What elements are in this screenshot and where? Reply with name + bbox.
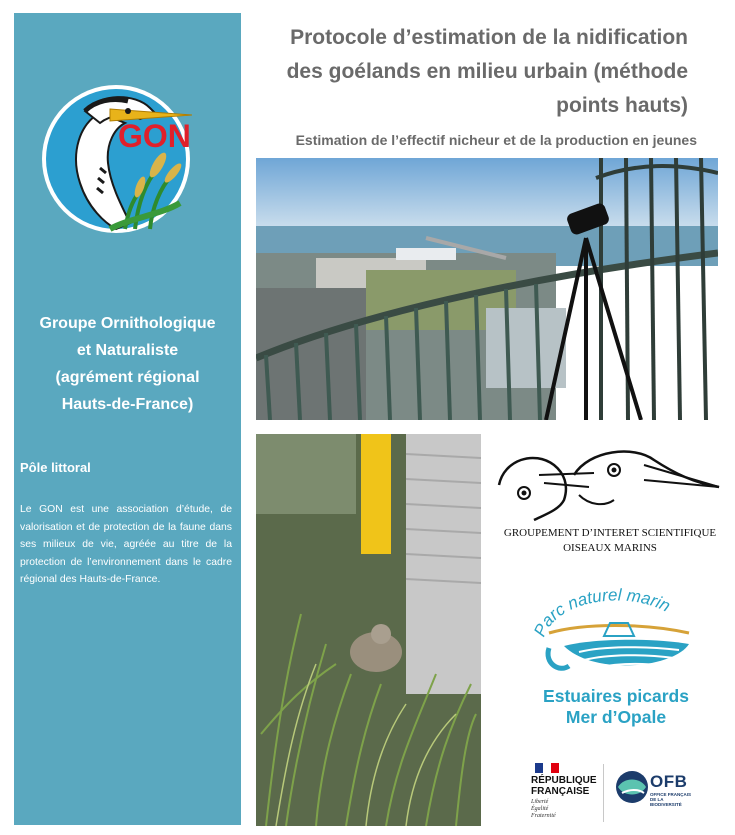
org-line: et Naturaliste xyxy=(76,342,179,359)
title-line: des goélands en milieu urbain (méthode xyxy=(286,60,688,83)
sidebar xyxy=(14,13,241,825)
rf-line: FRANÇAISE xyxy=(531,786,590,797)
parc-naturel-marin-logo xyxy=(524,578,709,678)
document-subtitle: Estimation de l’effectif nicheur et de la production en jeunes xyxy=(295,132,697,148)
pnm-name xyxy=(516,686,716,728)
org-line: Groupe Ornithologique xyxy=(39,315,216,332)
motto-line: Fraternité xyxy=(531,813,556,819)
title-line: Protocole d’estimation de la nidification xyxy=(290,26,688,49)
pole-title: Pôle littoral xyxy=(20,460,91,475)
pnm-line: Mer d’Opale xyxy=(565,707,667,727)
rf-line: RÉPUBLIQUE xyxy=(531,775,597,786)
rf-motto xyxy=(531,799,556,820)
gon-heron-logo xyxy=(40,83,192,235)
ofb-name: OFB xyxy=(650,772,688,791)
harbor-telescope-photo xyxy=(256,158,718,420)
gis-line: OISEAUX MARINS xyxy=(563,542,657,554)
motto-line: Liberté xyxy=(531,799,549,805)
motto-line: Égalité xyxy=(531,806,549,812)
gon-logo-text: GON xyxy=(118,118,191,154)
gis-name xyxy=(494,526,726,556)
logo-divider xyxy=(603,764,604,822)
org-line: (agrément régional xyxy=(55,369,200,386)
gull-chick-photo xyxy=(256,434,481,826)
organization-name xyxy=(14,310,241,418)
org-description: Le GON est une association d’étude, de valorisation et de protection de la faune dans ses milieux de vie, agréée au titre de la protection de l’environnement dans le cadre régional des Hauts-de-France. xyxy=(20,504,232,585)
ofb-subtitle: OFFICE FRANÇAIS DE LA BIODIVERSITÉ xyxy=(650,792,691,807)
document-title xyxy=(256,21,688,123)
org-line: Hauts-de-France) xyxy=(61,396,194,413)
pnm-line: Estuaires picards xyxy=(543,686,689,706)
title-line: points hauts) xyxy=(556,94,688,117)
republique-francaise xyxy=(531,775,597,797)
pnm-arc-text: Parc naturel marin xyxy=(530,585,674,640)
gis-line: GROUPEMENT D’INTERET SCIENTIFIQUE xyxy=(503,527,717,539)
